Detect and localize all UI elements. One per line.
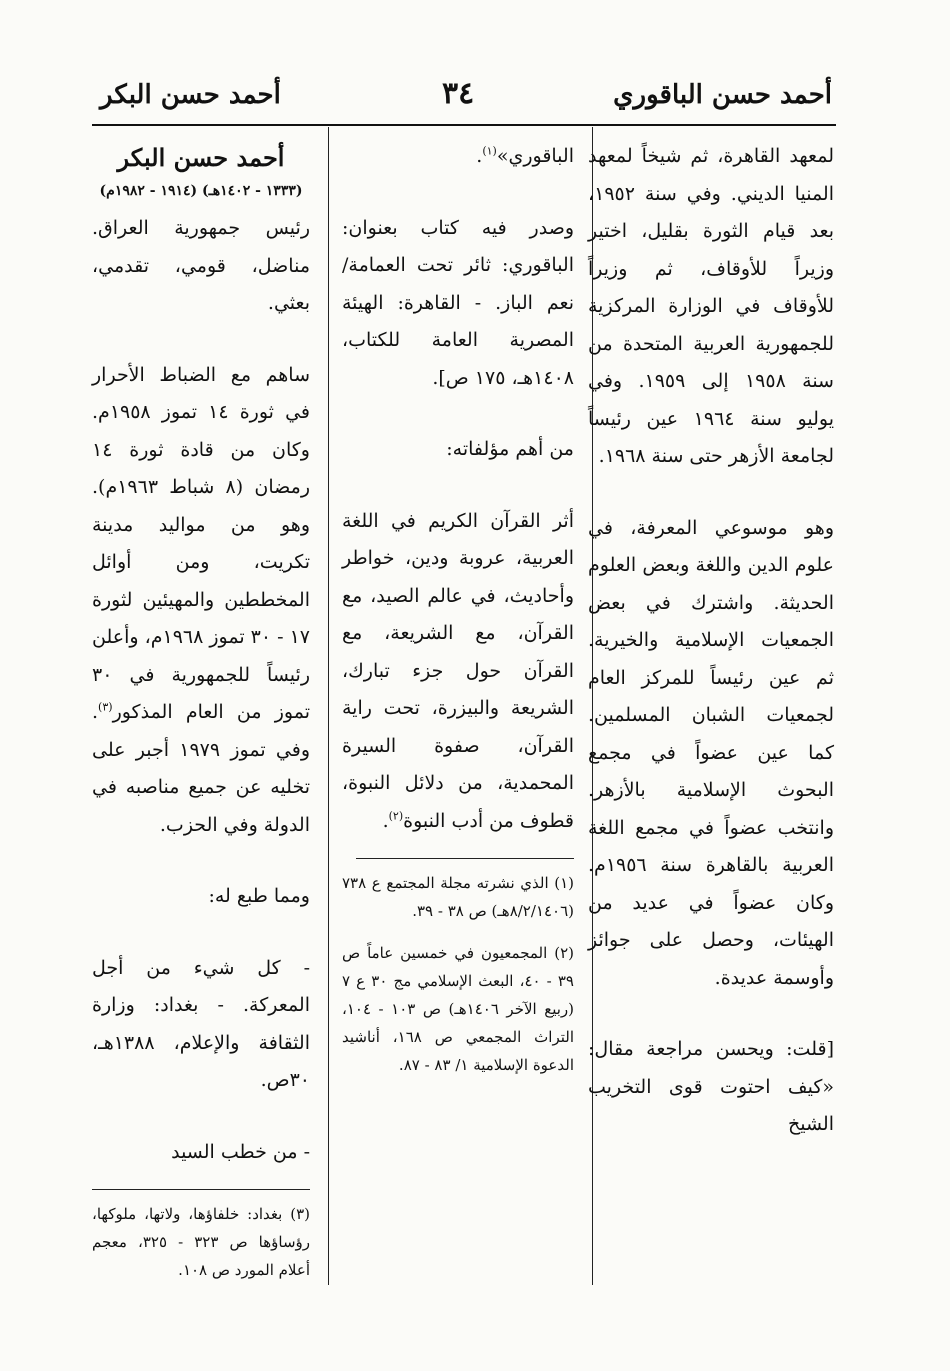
paragraph-text: .	[382, 809, 389, 832]
column-divider-left	[328, 127, 329, 1285]
paragraph: وصدر فيه كتاب بعنوان: الباقوري: ثائر تحت العمامة/ نعم الباز. - القاهرة: الهيئة المصرية العامة للكتاب، ١٤٠٨هـ، ١٧٥ ص].	[342, 216, 574, 389]
footnote-ref: (٢)	[388, 809, 404, 823]
footnote: (٣) بغداد: خلفاؤها، ولاتها، ملوكها، رؤساؤها ص ٣٢٣ - ٣٢٥، معجم أعلام المورد ص ١٠٨.	[92, 1205, 310, 1279]
paragraph: من أهم مؤلفاته:	[446, 438, 574, 460]
paragraph: رئيس جمهورية العراق. مناضل، قومي، تقدمي، بعثي.	[92, 217, 310, 314]
page-number: ٣٤	[442, 76, 475, 111]
paragraph: ومما طبع له:	[208, 885, 310, 907]
running-head-left: أحمد حسن البكر	[100, 80, 281, 110]
paragraph: - من خطب السيد	[171, 1140, 310, 1163]
paragraph-text: . وفي تموز ١٩٧٩ أجبر على تخليه عن جميع مناصبه في الدولة وفي الحزب.	[92, 701, 310, 836]
footnote: (١) الذي نشرته مجلة المجتمع ع ٧٣٨ (٨/٢/١٤٠٦هـ) ص ٣٨ - ٣٩.	[342, 874, 574, 920]
header-rule	[92, 124, 836, 126]
footnote-ref: (١)	[482, 144, 497, 158]
paragraph-text: الباقوري»	[496, 145, 574, 167]
entry-dates: (١٣٣٣ - ١٤٠٢هـ) (١٩١٤ - ١٩٨٢م)	[99, 183, 303, 199]
footnote-ref: (٣)	[98, 700, 113, 714]
entry-title: أحمد حسن البكر	[117, 143, 285, 172]
paragraph	[92, 357, 310, 845]
running-head-right: أحمد حسن الباقوري	[613, 80, 832, 110]
footnote: (٢) المجمعيون في خمسين عاماً ص ٣٩ - ٤٠، البعث الإسلامي مج ٣٠ ع ٧ (ربيع الآخر ١٤٠٦هـ) ص ١٠٣ - ١٠٤، التراث المجمعي ص ١٦٨، أناشيد الدعوة الإسلامية ١/ ٨٣ - ٨٧.	[342, 944, 574, 1074]
paragraph: [قلت: ويحسن مراجعة مقال: «كيف احتوت قوى التخريب الشيخ	[588, 1038, 834, 1135]
paragraph: لمعهد القاهرة، ثم شيخاً لمعهد المنيا الديني. وفي سنة ١٩٥٢، بعد قيام الثورة بقليل، اختير وزيراً للأوقاف، ثم وزيراً للأوقاف في الوزارة المركزية للجمهورية العربية المتحدة من سنة ١٩٥٨ إلى ١٩٥٩. وفي يوليو سنة ١٩٦٤ عين رئيساً لجامعة الأزهر حتى سنة ١٩٦٨.	[588, 145, 834, 467]
paragraph	[342, 138, 574, 176]
column-middle	[342, 138, 574, 1079]
column-left	[92, 138, 310, 1284]
column-right	[588, 138, 834, 1144]
footnote-rule	[356, 858, 574, 859]
paragraph: - كل شيء من أجل المعركة. - بغداد: وزارة الثقافة والإعلام، ١٣٨٨هـ، ٣٠ص.	[92, 956, 310, 1091]
footnote-rule	[92, 1189, 310, 1190]
paragraph	[342, 503, 574, 841]
paragraph: وهو موسوعي المعرفة، في علوم الدين واللغة وبعض العلوم الحديثة. واشترك في بعض الجمعيات الإسلامية والخيرية. ثم عين رئيساً للمركز العام لجمعيات الشبان المسلمين. كما عين عضواً في مجمع البحوث الإسلامية بالأزهر. وانتخب عضواً في مجمع اللغة العربية بالقاهرة سنة ١٩٥٦م. وكان عضواً في عديد من الهيئات، وحصل على جوائز وأوسمة عديدة.	[588, 516, 834, 989]
paragraph-text: أثر القرآن الكريم في اللغة العربية، عروبة ودين، خواطر وأحاديث، في عالم الصيد، مع القرآن، مع الشريعة، مع القرآن حول جزء تبارك، الشريعة والبيزرة، تحت راية القرآن، صفوة السيرة المحمدية، من دلائل النبوة، قطوف من أدب النبوة	[342, 509, 574, 832]
paragraph-text: .	[476, 145, 483, 167]
paragraph-text: ساهم مع الضباط الأحرار في ثورة ١٤ تموز ١٩٥٨م. وكان من قادة ثورة ١٤ رمضان (٨ شباط ١٩٦٣م). وهو من مواليد مدينة تكريت، ومن أوائل المخططين والمهيئين لثورة ١٧ - ٣٠ تموز ١٩٦٨م، وأعلن رئيساً للجمهورية في ٣٠ تموز من العام المذكور	[92, 363, 311, 723]
